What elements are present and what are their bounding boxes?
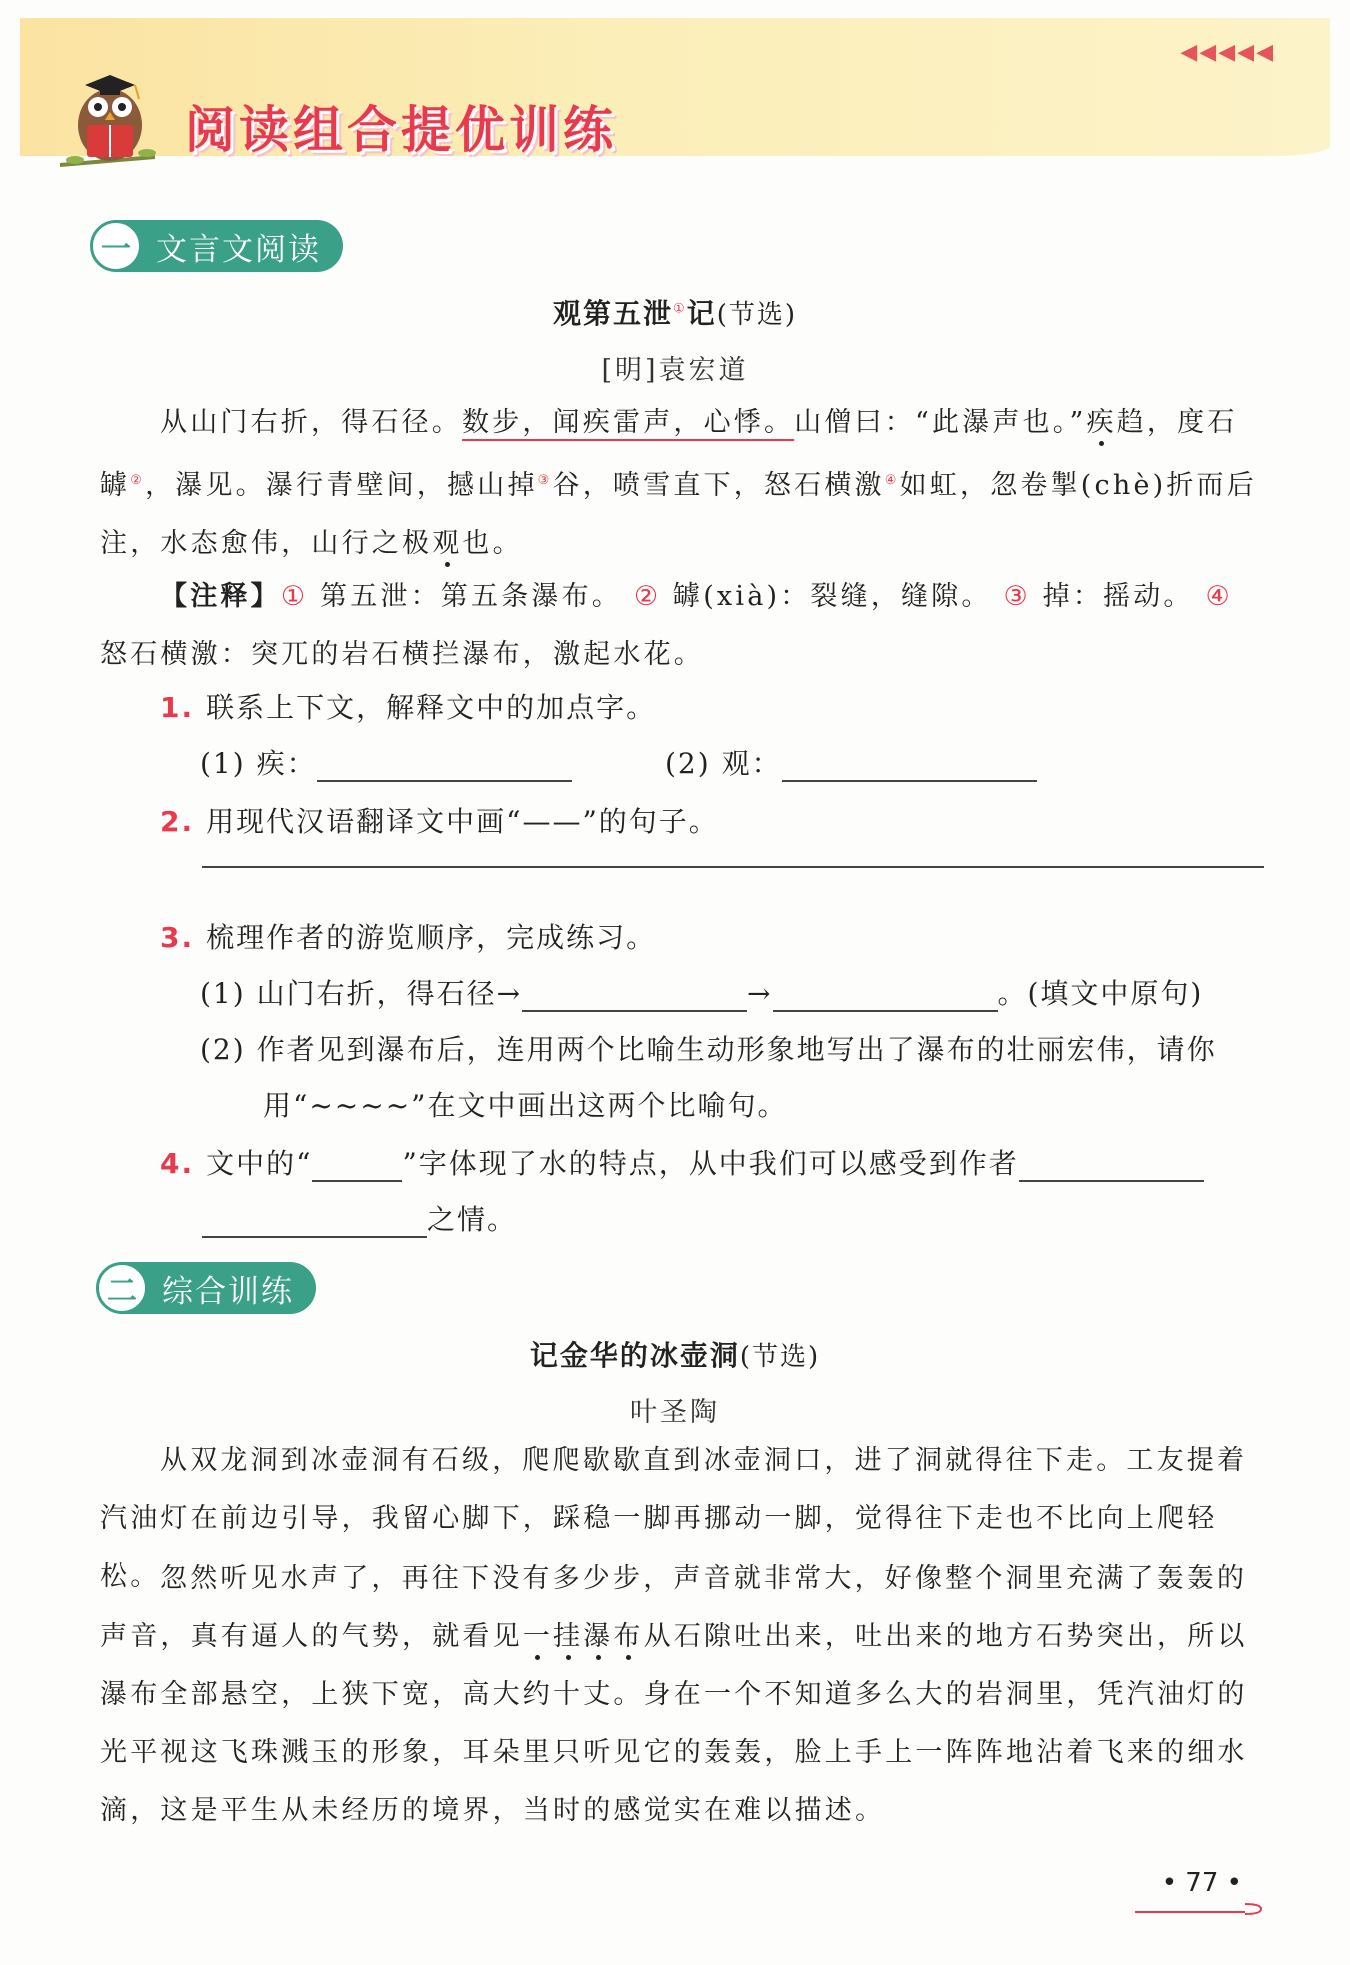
note-marker: ② <box>130 473 146 488</box>
answer-blank[interactable] <box>202 1206 427 1238</box>
question-3-part-2-cont <box>263 1084 787 1124</box>
passage-text: 如虹，忽卷掣(chè)折而后注，水态愈伟，山行之极 <box>100 470 1257 559</box>
answer-blank[interactable] <box>782 750 1037 782</box>
question-text: 联系上下文，解释文中的加点字。 <box>206 691 657 724</box>
note-text: 第五泄：第五条瀑布。 <box>308 581 623 612</box>
answer-blank[interactable] <box>317 750 572 782</box>
note-text: 怒石横激：突兀的岩石横拦瀑布，激起水花。 <box>100 639 704 670</box>
dotted-char: 疾 <box>1086 407 1117 438</box>
section-header-2 <box>98 1262 316 1314</box>
question-text: 之情。 <box>427 1203 518 1236</box>
section-header-1 <box>92 220 343 272</box>
title-subtitle: (节选) <box>716 300 797 330</box>
dotted-char: 观 <box>432 528 463 559</box>
passage-text: 也。 <box>462 528 523 559</box>
passage-text: 谷，喷雪直下，怒石横激 <box>552 470 885 501</box>
sub-question-text: 用“~~~~”在文中画出这两个比喻句。 <box>263 1089 788 1122</box>
section-number: 一 <box>90 220 142 272</box>
question-text: 文中的“ <box>206 1147 313 1180</box>
title-note-marker: ① <box>673 301 687 317</box>
note-number: ④ <box>1205 581 1233 612</box>
banner-title: 阅读组合提优训练 <box>185 101 617 159</box>
title-text-tail: 记 <box>686 297 717 330</box>
dotted-char: 布 <box>613 1621 644 1652</box>
question-number: 4. <box>160 1147 195 1180</box>
dotted-phrase <box>523 1621 644 1652</box>
section-label: 综合训练 <box>162 1273 294 1310</box>
question-text: 用现代汉语翻译文中画“——”的句子。 <box>206 805 719 838</box>
question-1-part-1 <box>200 742 572 782</box>
page-number-underline-icon <box>1135 1902 1270 1916</box>
question-1 <box>160 686 656 726</box>
answer-blank[interactable] <box>312 1150 402 1182</box>
passage-text: 从石隙吐出来，吐出来的地方石势突出，所以瀑布全部悬空，上狭下宽，高大约十丈。身在一个不知道多么大的岩洞里，凭汽油灯的光平视这飞珠溅玉的形象，耳朵里只听见它的轰轰，脸上手上一阵阵地沾着飞来的细水滴，这是平生从未经历的境界，当时的感觉实在难以描述。 <box>100 1621 1248 1826</box>
note-marker: ④ <box>884 473 900 488</box>
section-number: 二 <box>96 1262 148 1314</box>
question-number: 2. <box>160 805 195 838</box>
passage-title <box>0 292 1350 332</box>
note-number: ① <box>280 581 309 612</box>
question-3 <box>160 916 656 956</box>
title-text: 记金华的冰壶洞 <box>529 1339 740 1372</box>
answer-blank[interactable] <box>1019 1150 1204 1182</box>
sub-question-hint: 。(填文中原句) <box>997 977 1204 1010</box>
question-number: 3. <box>160 921 195 954</box>
passage-author-2: 叶圣陶 <box>630 1397 720 1428</box>
question-1-part-2 <box>665 742 1037 782</box>
owl-reading-icon <box>55 65 165 180</box>
dotted-char: 一 <box>522 1621 554 1652</box>
question-number: 1. <box>160 691 195 724</box>
passage-text: ，瀑见。瀑行青壁间，撼山掉 <box>145 470 538 501</box>
classical-passage <box>100 394 1265 573</box>
passage-text: 从山门右折，得石径。 <box>160 407 462 438</box>
dotted-char: 挂 <box>553 1621 584 1652</box>
sub-question-text: (2) 作者见到瀑布后，连用两个比喻生动形象地写出了瀑布的壮丽宏伟，请你 <box>200 1033 1217 1066</box>
passage-text: 从双龙洞到冰壶洞有石级，爬爬歇歇直到冰壶洞口，进了洞就得往下走。工友提着汽油灯在前边引导，我留心脚下，踩稳一脚再挪动一脚，觉得往下走也不比向上爬轻松。 <box>100 1445 1248 1592</box>
note-marker: ③ <box>537 473 553 488</box>
sub-question-label: (1) 疾： <box>200 747 317 780</box>
page-number: • 77 • <box>1161 1868 1242 1898</box>
dotted-char: 瀑 <box>583 1621 614 1652</box>
arrow-decoration-icon: ◀◀◀◀◀ <box>1180 40 1275 65</box>
note-text: 罅(xià)：裂缝，缝隙。 <box>661 581 992 612</box>
question-3-part-2 <box>200 1028 1217 1068</box>
question-2 <box>160 800 719 840</box>
answer-blank[interactable] <box>773 980 998 1012</box>
passage-text: 山僧曰：“此瀑声也。” <box>794 407 1087 438</box>
notes <box>100 568 1265 684</box>
note-text: 掉：摇动。 <box>1030 581 1194 612</box>
answer-blank[interactable] <box>522 980 747 1012</box>
arrow: → <box>747 977 773 1010</box>
sub-question-text: (1) 山门右折，得石径→ <box>200 977 523 1010</box>
passage-text: 忽然听见水声了，再往下没有多少步，声音就非常大，好像整个洞里充满了轰轰的声音，真有逼人的气势，就看见 <box>100 1563 1248 1652</box>
notes-label: 【注释】 <box>160 581 281 612</box>
note-number: ② <box>633 581 662 612</box>
question-text: 梳理作者的游览顺序，完成练习。 <box>206 921 657 954</box>
title-text: 观第五泄 <box>553 297 674 330</box>
question-4 <box>160 1142 1204 1182</box>
answer-line[interactable] <box>202 866 1264 868</box>
question-4-cont <box>202 1198 517 1238</box>
passage-title-2 <box>0 1334 1350 1374</box>
sub-question-label: (2) 观： <box>665 747 782 780</box>
question-text: ”字体现了水的特点，从中我们可以感受到作者 <box>402 1147 1019 1180</box>
question-3-part-1 <box>200 972 1203 1012</box>
passage-text: 趋，度石罅 <box>100 407 1238 501</box>
underlined-sentence: 数步，闻疾雷声，心悸。 <box>462 407 795 438</box>
section-label: 文言文阅读 <box>156 231 321 268</box>
note-number: ③ <box>1003 581 1031 612</box>
passage-author: [明]袁宏道 <box>601 355 749 386</box>
modern-passage-p2 <box>100 1550 1265 1840</box>
title-subtitle: (节选) <box>739 1342 821 1372</box>
